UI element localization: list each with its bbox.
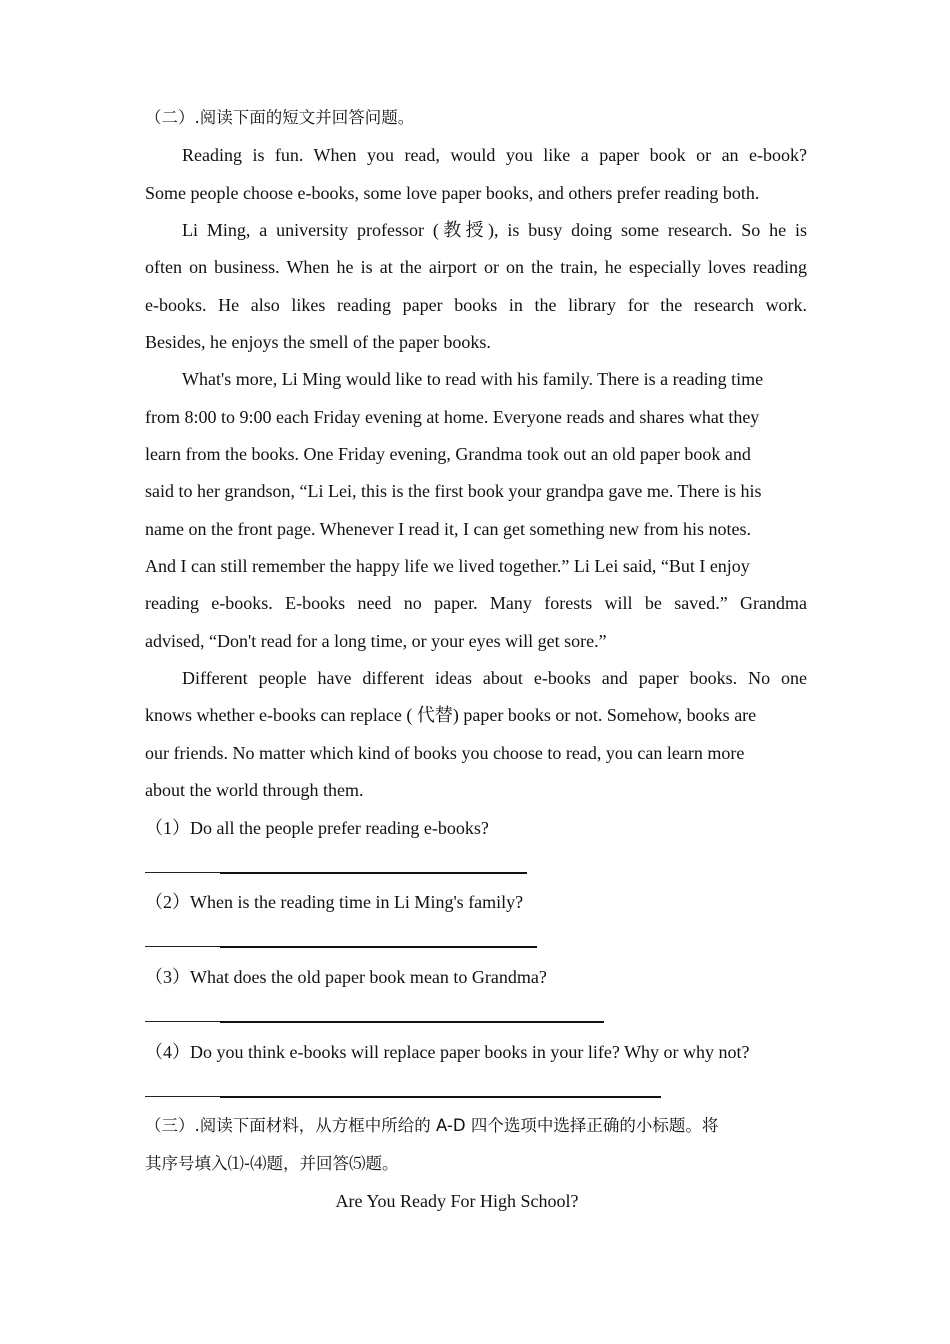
passage-line: about the world through them.: [145, 780, 364, 800]
passage-line: Different people have different ideas about e-books and paper books. No one: [182, 668, 807, 688]
passage-line: said to her grandson, “Li Lei, this is the first book your grandpa gave me. There is his: [145, 481, 762, 501]
passage-line: advised, “Don't read for a long time, or your eyes will get sore.”: [145, 631, 607, 651]
passage-line: knows whether e-books can replace ( 代替) paper books or not. Somehow, books are: [145, 705, 757, 725]
passage-line: Li Ming, a university professor (教授), is busy doing some research. So he is: [182, 220, 807, 240]
passage-line: our friends. No matter which kind of books you choose to read, you can learn more: [145, 743, 745, 763]
passage-line: Besides, he enjoys the smell of the paper books.: [145, 332, 491, 352]
section-3-heading-cont: 其序号填入⑴-⑷题，并回答⑸题。: [145, 1154, 399, 1173]
passage-title: Are You Ready For High School?: [335, 1191, 579, 1211]
passage-line: from 8:00 to 9:00 each Friday evening at home. Everyone reads and shares what they: [145, 407, 760, 427]
passage-line: reading e-books. E-books need no paper. Many forests will be saved.” Grandma: [145, 593, 807, 613]
section-2-heading: （二）.阅读下面的短文并回答问题。: [145, 108, 415, 127]
document-page: [145, 0, 807, 1344]
passage-line: What's more, Li Ming would like to read with his family. There is a reading time: [182, 369, 764, 389]
answer-line-lead: [145, 1096, 220, 1097]
passage-line: name on the front page. Whenever I read it, I can get something new from his notes.: [145, 519, 751, 539]
passage-line: e-books. He also likes reading paper books in the library for the research work.: [145, 295, 807, 315]
passage-line: Some people choose e-books, some love paper books, and others prefer reading both.: [145, 183, 760, 203]
section-3-heading: （三）.阅读下面材料，从方框中所给的 A-D 四个选项中选择正确的小标题。将: [145, 1116, 719, 1135]
question-4: （4）Do you think e-books will replace paper books in your life? Why or why not?: [145, 1042, 750, 1062]
answer-line-blank: [220, 1021, 604, 1023]
passage-line: And I can still remember the happy life we lived together.” Li Lei said, “But I enjoy: [145, 556, 750, 576]
question-1: （1）Do all the people prefer reading e-books?: [145, 818, 489, 838]
answer-line-lead: [145, 872, 220, 873]
passage-line: often on business. When he is at the airport or on the train, he especially loves reading: [145, 257, 807, 277]
answer-line-lead: [145, 1021, 220, 1022]
answer-line-blank: [220, 946, 537, 948]
passage-line: learn from the books. One Friday evening, Grandma took out an old paper book and: [145, 444, 751, 464]
question-3: （3）What does the old paper book mean to Grandma?: [145, 967, 547, 987]
passage-line: Reading is fun. When you read, would you like a paper book or an e-book?: [182, 145, 807, 165]
question-2: （2）When is the reading time in Li Ming's family?: [145, 892, 524, 912]
answer-line-lead: [145, 946, 220, 947]
answer-line-blank: [220, 1096, 661, 1098]
answer-line-blank: [220, 872, 527, 874]
